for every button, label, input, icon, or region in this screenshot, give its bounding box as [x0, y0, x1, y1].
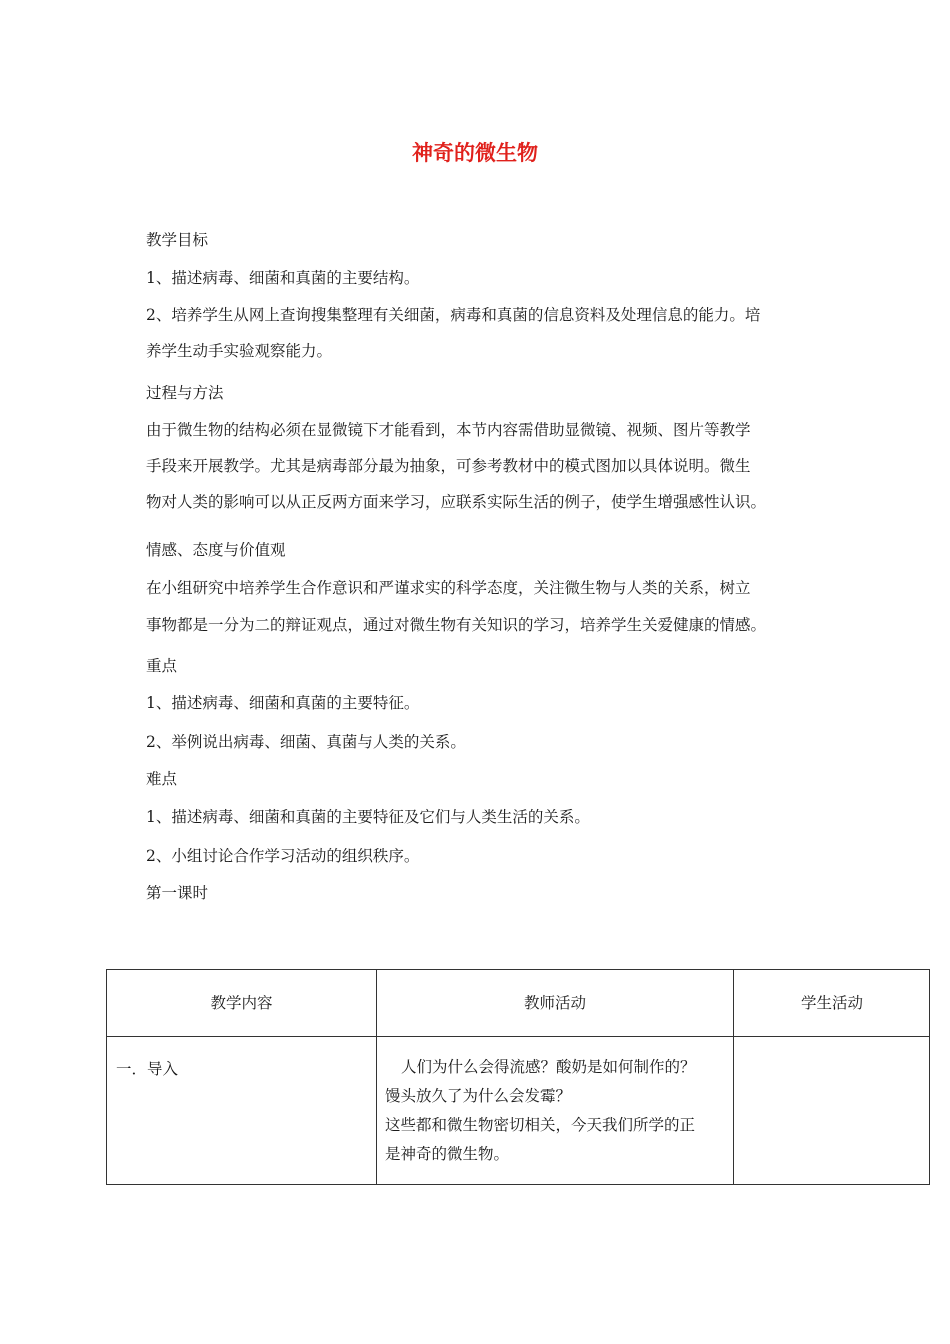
difficulty-2: 2、小组讨论合作学习活动的组织秩序。: [146, 847, 420, 865]
goal-item-2-line-1: 2、培养学生从网上查询搜集整理有关细菌，病毒和真菌的信息资料及处理信息的能力。培: [146, 306, 761, 324]
emotion-line-2: 事物都是一分为二的辩证观点，通过对微生物有关知识的学习，培养学生关爱健康的情感。: [146, 616, 767, 634]
key-point-2: 2、举例说出病毒、细菌、真菌与人类的关系。: [146, 733, 466, 751]
key-points-heading: 重点: [146, 657, 178, 675]
document-title: 神奇的微生物: [412, 141, 538, 165]
goals-heading: 教学目标: [146, 231, 209, 249]
process-heading: 过程与方法: [146, 384, 224, 402]
process-line-1: 由于微生物的结构必须在显微镜下才能看到，本节内容需借助显微镜、视频、图片等教学: [146, 421, 751, 439]
table-row-1-content: 一．导入: [116, 1060, 179, 1078]
emotion-paragraph: [146, 577, 808, 636]
table-header-teacher: 教师活动: [523, 994, 586, 1012]
difficulty-heading: 难点: [146, 770, 178, 788]
emotion-heading: 情感、态度与价值观: [146, 541, 286, 559]
table-header-student: 学生活动: [800, 994, 863, 1012]
process-line-3: 物对人类的影响可以从正反两方面来学习，应联系实际生活的例子，使学生增强感性认识。: [146, 493, 767, 511]
process-paragraph: [146, 419, 808, 513]
table-row-1-teacher: [385, 1056, 725, 1172]
table-header-content: 教学内容: [210, 994, 273, 1012]
lesson-heading: 第一课时: [146, 884, 209, 902]
goal-item-1: 1、描述病毒、细菌和真菌的主要结构。: [146, 269, 420, 287]
emotion-line-1: 在小组研究中培养学生合作意识和严谨求实的科学态度，关注微生物与人类的关系，树立: [146, 579, 751, 597]
key-point-1: 1、描述病毒、细菌和真菌的主要特征。: [146, 694, 420, 712]
teacher-line-3: 这些都和微生物密切相关，今天我们所学的正: [385, 1116, 696, 1134]
teacher-line-1: 人们为什么会得流感？酸奶是如何制作的？: [401, 1058, 696, 1076]
goal-item-2-line-2: 养学生动手实验观察能力。: [146, 342, 333, 360]
process-line-2: 手段来开展教学。尤其是病毒部分最为抽象，可参考教材中的模式图加以具体说明。微生: [146, 457, 751, 475]
table-header-divider: [107, 1036, 929, 1037]
difficulty-1: 1、描述病毒、细菌和真菌的主要特征及它们与人类生活的关系。: [146, 808, 590, 826]
goal-item-2: [146, 304, 808, 362]
teacher-line-2: 馒头放久了为什么会发霉？: [385, 1087, 572, 1105]
lesson-table: [106, 969, 930, 1185]
teacher-line-4: 是神奇的微生物。: [385, 1145, 510, 1163]
